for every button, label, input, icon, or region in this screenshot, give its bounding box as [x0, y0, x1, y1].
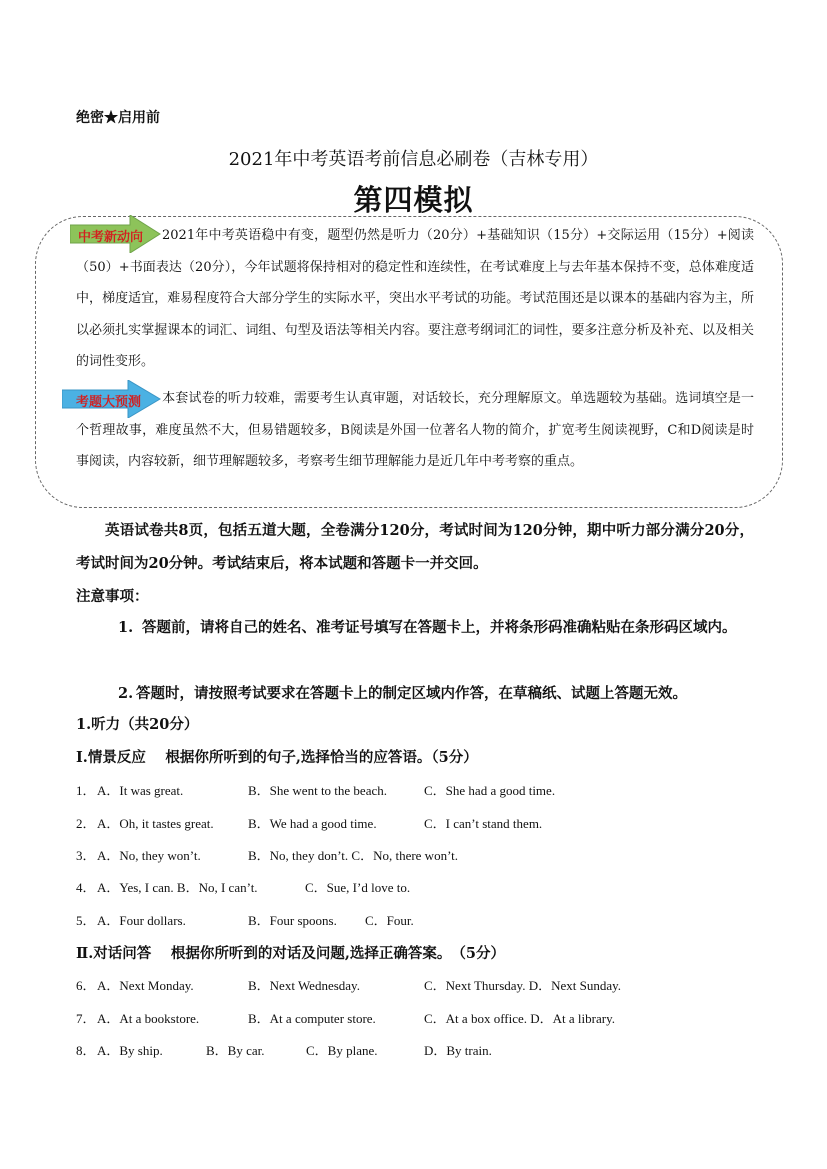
option-a: A．Next Monday.	[97, 978, 194, 993]
option-a: A．Four dollars.	[97, 913, 186, 928]
option-c: C．Four.	[365, 913, 414, 928]
question-number: 4．	[76, 880, 96, 895]
question-number: 2．	[76, 816, 96, 831]
intro-text: 英语试卷共8页，包括五道大题，全卷满分120分，考试时间为120分钟，期中听力部分满分20分，考试时间为20分钟。考试结束后，将本试题和答题卡一并交回。	[76, 522, 754, 572]
option-c: C．By plane.	[306, 1043, 378, 1058]
option-c: C．I can’t stand them.	[424, 816, 543, 831]
trend-text: 2021年中考英语稳中有变，题型仍然是听力（20分）+基础知识（15分）+交际运用（15分）+阅读（50）+书面表达（20分），今年试题将保持相对的稳定性和连续性，在考试难度上与去年基本保持不变，总体难度适中，梯度适宜，难易程度符合大部分学生的实际水平，突出水平考试的功能。考试范围还是以课本的基础内容为主，所以必须扎实掌握课本的词汇、词组、句型及语法等相关内容。要注意考纲词汇的词性，要多注意分析及补充、以及相关的词性变形。	[76, 228, 754, 369]
note-2-number: 2.	[118, 685, 134, 702]
option-b: B．We had a good time.	[248, 816, 377, 831]
option-b: B．She went to the beach.	[248, 783, 387, 798]
note-1-number: 1.	[118, 619, 134, 636]
option-c: C．She had a good time.	[424, 783, 556, 798]
notes-label: 注意事项：	[76, 588, 149, 605]
trend-paragraph	[76, 220, 754, 378]
option-b: B．Four spoons.	[248, 913, 337, 928]
exam-subtitle: 第四模拟	[353, 183, 474, 217]
option-a: A．Oh, it tastes great.	[97, 816, 214, 831]
trend-tag: 中考新动向	[78, 230, 144, 245]
listening-heading: 1.听力（共20分）	[76, 716, 199, 733]
question-number: 5．	[76, 913, 96, 928]
prediction-tag: 考题大预测	[76, 395, 142, 410]
note-2	[118, 677, 778, 710]
prediction-text: 本套试卷的听力较难，需要考生认真审题，对话较长，充分理解原文。单选题较为基础。选词填空是一个哲理故事，难度虽然不大，但易错题较多，B阅读是外国一位著名人物的简介，扩宽考生阅读视野，C和D阅读是时事阅读，内容较新，细节理解题较多，考察考生细节理解能力是近几年中考考察的重点。	[76, 391, 754, 469]
question-number: 8．	[76, 1043, 96, 1058]
option-a: A．Yes, I can. B．No, I can’t.	[97, 880, 258, 895]
option-b: B．By car.	[206, 1043, 265, 1058]
option-b: B．Next Wednesday.	[248, 978, 360, 993]
exam-title: 2021年中考英语考前信息必刷卷（吉林专用）	[228, 149, 599, 170]
option-b: B．At a computer store.	[248, 1011, 376, 1026]
option-c: C．Next Thursday. D．Next Sunday.	[424, 978, 622, 993]
note-1-text: 答题前，请将自己的姓名、准考证号填写在答题卡上，并将条形码准确粘贴在条形码区域内。	[142, 619, 737, 636]
option-b: B．No, they don’t. C．No, there won’t.	[248, 848, 459, 863]
confidential-label: 绝密★启用前	[76, 110, 160, 126]
section-1-heading: Ⅰ.情景反应 根据你所听到的句子,选择恰当的应答语。（5分）	[76, 749, 478, 766]
option-c: C．At a box office. D．At a library.	[424, 1011, 615, 1026]
prediction-paragraph	[76, 383, 754, 478]
note-2-text: 答题时，请按照考试要求在答题卡上的制定区域内作答，在草稿纸、试题上答题无效。	[136, 685, 687, 702]
exam-intro	[76, 514, 754, 580]
option-a: A．It was great.	[97, 783, 184, 798]
option-b: C．Sue, I’d love to.	[305, 880, 411, 895]
section-2-heading: Ⅱ.对话问答 根据你所听到的对话及问题,选择正确答案。 （5分）	[76, 945, 505, 962]
question-number: 1．	[76, 783, 96, 798]
option-a: A．At a bookstore.	[97, 1011, 200, 1026]
question-number: 7．	[76, 1011, 96, 1026]
option-d: D．By train.	[424, 1043, 492, 1058]
option-a: A．No, they won’t.	[97, 848, 201, 863]
note-1	[118, 611, 754, 644]
question-number: 6．	[76, 978, 96, 993]
question-number: 3．	[76, 848, 96, 863]
option-a: A．By ship.	[97, 1043, 163, 1058]
